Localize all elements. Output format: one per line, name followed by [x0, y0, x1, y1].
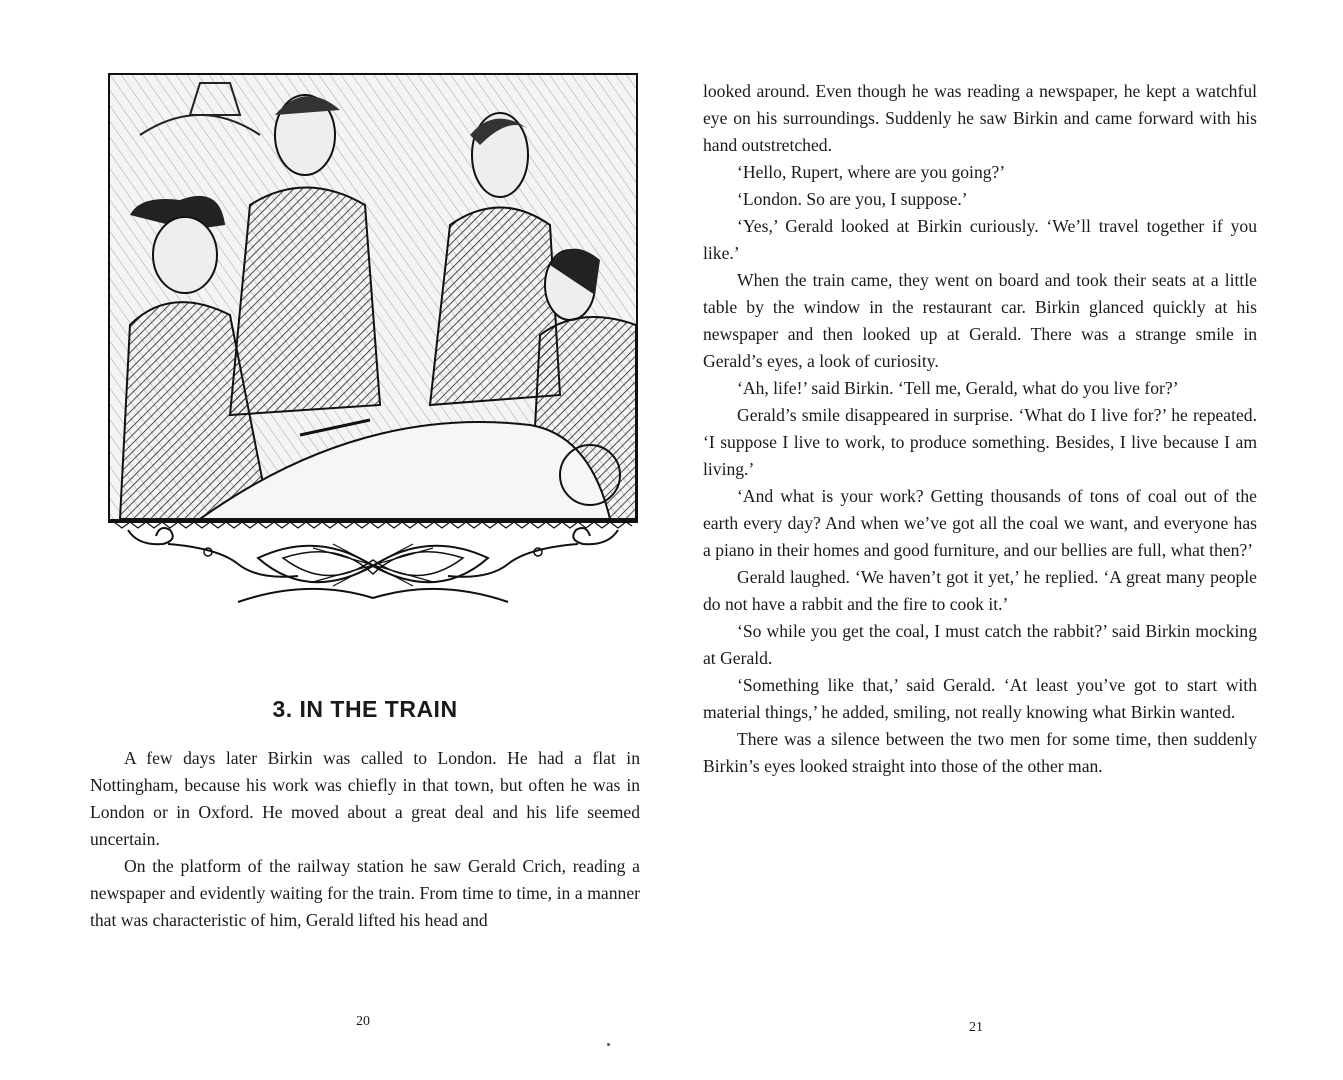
- paragraph: Gerald laughed. ‘We haven’t got it yet,’ he replied. ‘A great many people do not have a rabbit and the fire to cook it.’: [703, 567, 1257, 614]
- left-page: [0, 0, 671, 1080]
- paragraph: A few days later Birkin was called to London. He had a flat in Nottingham, because his work was chiefly in that town, but often he was in London or in Oxford. He moved about a great deal and his life seemed uncertain.: [90, 748, 640, 849]
- paragraph: ‘So while you get the coal, I must catch the rabbit?’ said Birkin mocking at Gerald.: [703, 621, 1257, 668]
- right-page: [671, 0, 1343, 1080]
- decorative-scroll-ornament: [108, 518, 638, 610]
- paragraph: ‘Something like that,’ said Gerald. ‘At least you’ve got to start with material things,’ he added, smiling, not really knowing what Birkin wanted.: [703, 675, 1257, 722]
- paragraph: When the train came, they went on board and took their seats at a little table by the window in the restaurant car. Birkin glanced quickly at his newspaper and then looked up at Gerald. There was a strange smile in Gerald’s eyes, a look of curiosity.: [703, 270, 1257, 371]
- paragraph: On the platform of the railway station he saw Gerald Crich, reading a newspaper and evidently waiting for the train. From time to time, in a manner that was characteristic of him, Gerald lifted his head and: [90, 856, 640, 930]
- paragraph: looked around. Even though he was reading a newspaper, he kept a watchful eye on his surroundings. Suddenly he saw Birkin and came forward with his hand outstretched.: [703, 81, 1257, 155]
- paragraph: Gerald’s smile disappeared in surprise. ‘What do I live for?’ he repeated. ‘I suppose I live to work, to produce something. Besides, I live because I am living.’: [703, 405, 1257, 479]
- page-number-right: 21: [969, 1020, 983, 1035]
- left-page-body: [90, 745, 640, 934]
- paragraph: There was a silence between the two men for some time, then suddenly Birkin’s eyes looked straight into those of the other man.: [703, 729, 1257, 776]
- paragraph: ‘And what is your work? Getting thousands of tons of coal out of the earth every day? And when we’ve got all the coal we want, and everyone has a piano in their homes and good furniture, and our bellies are full, what then?’: [703, 486, 1257, 560]
- right-page-body: [703, 78, 1257, 780]
- train-illustration: [108, 73, 638, 521]
- chapter-title: 3. IN THE TRAIN: [272, 696, 458, 722]
- paragraph: ‘Hello, Rupert, where are you going?’: [737, 162, 1006, 182]
- paragraph: ‘Yes,’ Gerald looked at Birkin curiously. ‘We’ll travel together if you like.’: [703, 216, 1257, 263]
- page-number-left: 20: [356, 1014, 370, 1029]
- paragraph: ‘Ah, life!’ said Birkin. ‘Tell me, Gerald, what do you live for?’: [737, 378, 1179, 398]
- paragraph: ‘London. So are you, I suppose.’: [737, 189, 968, 209]
- scan-speck: [607, 1043, 610, 1046]
